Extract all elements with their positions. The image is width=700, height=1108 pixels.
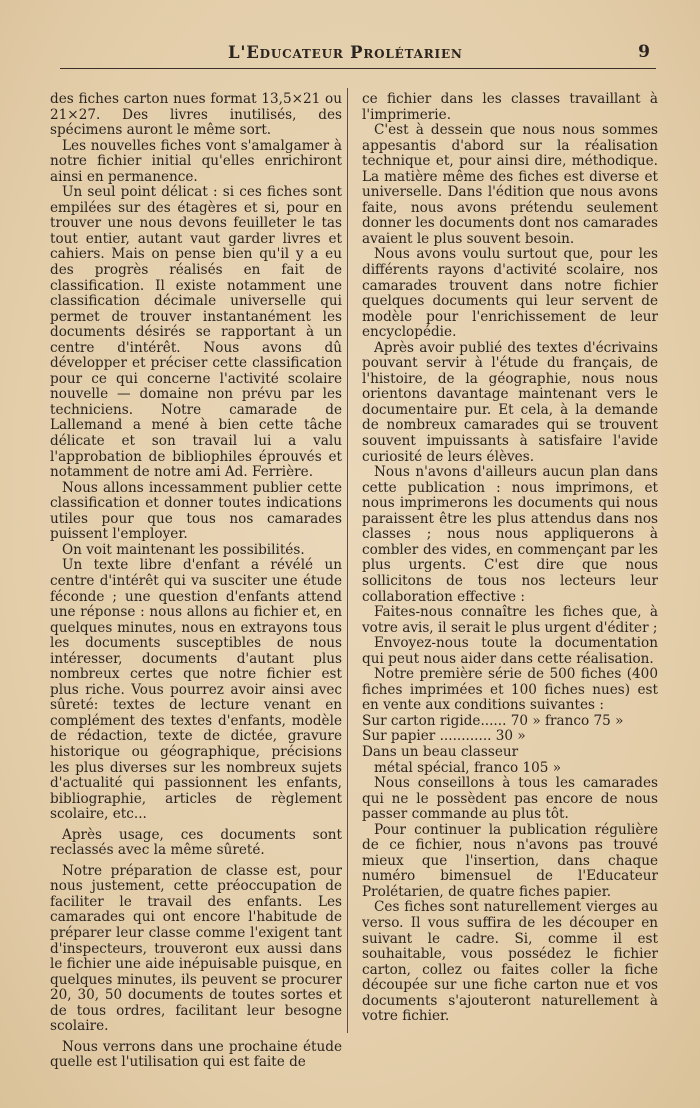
column-divider xyxy=(347,88,348,1033)
paragraph: Pour continuer la publication régulière de ce fichier, nous n'avons pas trouvé mieux que l'insertion, dans chaque numéro bimensuel de l'Educateur Prolétarien, de quatre fiches papier. xyxy=(362,821,658,900)
paragraph: Ces fiches sont naturellement vierges au verso. Il vous suffira de les découper en suivant le cadre. Si, comme il est souhaitable, vous possédez le fichier carton, collez ou faites coller la fiche découpée sur une fiche carton nue et vos documents s'ajouteront naturellement à votre fichier. xyxy=(362,899,658,1025)
paragraph: Notre première série de 500 fiches (400 fiches imprimées et 100 fiches nues) est en vente aux conditions suivantes : xyxy=(362,666,658,714)
paragraph: ce fichier dans les classes travaillant à l'imprimerie. xyxy=(362,91,658,123)
left-column xyxy=(50,92,342,1071)
paragraph: Après avoir publié des textes d'écrivains pouvant servir à l'étude du français, de l'histoire, de la géographie, nous nous orientons davantage maintenant vers le documentaire pur. Et cela, à la demande de nombreux camarades qui se trouvent souvent impuissants à satisfaire l'avide curiosité de leurs élèves. xyxy=(362,339,658,465)
paragraph: On voit maintenant les possibilités. xyxy=(62,541,305,558)
price-row: Sur carton rigide...... 70 » franco 75 » xyxy=(362,712,624,729)
page-number: 9 xyxy=(638,42,650,62)
price-row: Sur papier ............ 30 » xyxy=(362,728,526,745)
price-row: Dans un beau classeur xyxy=(362,743,519,760)
page-header xyxy=(60,40,656,69)
price-row: métal spécial, franco 105 » xyxy=(374,759,562,776)
paragraph: Les nouvelles fiches vont s'amalgamer à notre fichier initial qu'elles enrichiront ainsi en permanence. xyxy=(50,137,342,185)
paragraph: Un seul point délicat : si ces fiches sont empilées sur des étagères et si, pour en trouver une nous devons feuilleter le tas tout entier, autant vaut garder livres et cahiers. Mais on pense bien qu'il y a eu des progrès réalisés en fait de classification. Il existe notamment une classification décimale universelle qui permet de trouver instantanément les documents désirés se rapportant à un centre d'intérêt. Nous avons dû développer et préciser cette classification pour ce qui concerne l'activité scolaire nouvelle — domaine non prévu par les techniciens. Notre camarade de Lallemand a mené à bien cette tâche délicate et son travail lui a valu l'approbation de bibliophiles éprouvés et notamment de notre ami Ad. Ferrière. xyxy=(50,184,342,481)
paragraph: des fiches carton nues format 13,5×21 ou 21×27. Des livres inutilisés, des spécimens auront le même sort. xyxy=(50,91,342,139)
paragraph: Nous avons voulu surtout que, pour les différents rayons d'activité scolaire, nos camarades trouvent dans notre fichier quelques documents qui leur servent de modèle pour l'enrichissement de leur encyclopédie. xyxy=(362,246,658,341)
paragraph: Nous conseillons à tous les camarades qui ne le possèdent pas encore de nous passer commande au plus tôt. xyxy=(362,775,658,823)
paragraph: Après usage, ces documents sont reclassés avec la même sûreté. xyxy=(50,826,342,859)
paragraph: Notre préparation de classe est, pour nous justement, cette préoccupation de faciliter le travail des enfants. Les camarades qui ont encore l'habitude de préparer leur classe comme l'exigent tant d'inspecteurs, trouveront eux aussi dans le fichier une aide inépuisable puisque, en quelques minutes, ils peuvent se procurer 20, 30, 50 documents de toutes sortes et de tous ordres, facilitant leur besogne scolaire. xyxy=(50,862,342,1035)
paragraph: Un texte libre d'enfant a révélé un centre d'intérêt qui va susciter une étude féconde ; une question d'enfants attend une réponse : nous allons au fichier et, en quelques minutes, nous en extrayons tous les documents susceptibles de nous intéresser, documents d'autant plus nombreux certes que notre fichier est plus riche. Vous pourrez avoir ainsi avec sûreté: textes de lecture venant en complément des textes d'enfants, modèle de rédaction, texte de dictée, gravure historique ou géographique, précisions les plus diverses sur les nombreux sujets d'actualité qui passionnent les enfants, bibliographie, articles de règlement scolaire, etc... xyxy=(50,557,342,823)
paragraph: Nous n'avons d'ailleurs aucun plan dans cette publication : nous imprimons, et nous imprimerons les documents qui nous paraissent être les plus attendus dans nos classes ; nous nous appliquerons à combler des vides, en commençant par les plus urgents. C'est dire que nous sollicitons de tous nos lecteurs leur collaboration effective : xyxy=(362,464,658,605)
right-column xyxy=(362,92,658,1025)
paragraph: Nous allons incessamment publier cette classification et donner toutes indications utiles pour que tous nos camarades puissent l'employer. xyxy=(50,479,342,543)
paragraph: Envoyez-nous toute la documentation qui peut nous aider dans cette réalisation. xyxy=(362,635,658,667)
running-title: L'Educateur Prolétarien xyxy=(228,43,463,62)
paragraph: Nous verrons dans une prochaine étude quelle est l'utilisation qui est faite de xyxy=(50,1038,342,1071)
paragraph: Faites-nous connaître les fiches que, à votre avis, il serait le plus urgent d'éditer ; xyxy=(362,604,658,636)
paragraph: C'est à dessein que nous nous sommes appesantis d'abord sur la réalisation technique et, pour ainsi dire, méthodique. La matière même des fiches est diverse et universelle. Dans l'édition que nous avons faite, nous avons prétendu seulement donner les documents dont nos camarades avaient le plus souvent besoin. xyxy=(362,122,658,247)
